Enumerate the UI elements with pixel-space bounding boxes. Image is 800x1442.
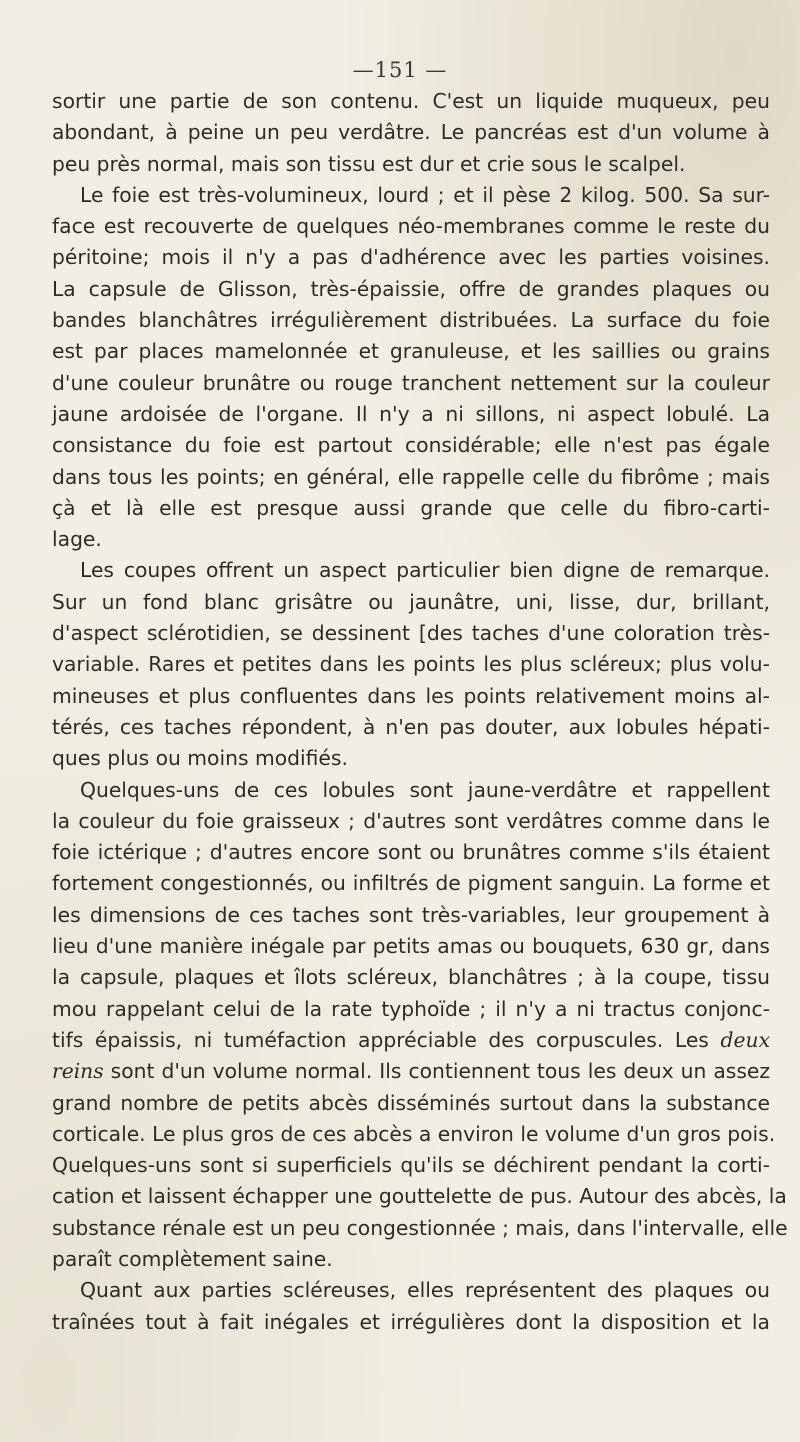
- line-text: face est recouverte de quelques néo-membranes comme le reste du: [52, 214, 770, 239]
- line-text: Quelques-uns sont si superficiels qu'ils se déchirent pendant la corti-: [52, 1153, 770, 1178]
- line-text: variable. Rares et petites dans les points les plus scléreux; plus volu-: [52, 652, 770, 677]
- line-text: abondant, à peine un peu verdâtre. Le pancréas est d'un volume à: [52, 120, 770, 145]
- italic-word: deux: [720, 1027, 771, 1052]
- text-line: [52, 462, 770, 493]
- text-line: [52, 1150, 770, 1181]
- text-line: [52, 587, 770, 618]
- text-line: [52, 1307, 770, 1338]
- line-text: paraît complètement saine.: [52, 1246, 333, 1271]
- text-line: [52, 900, 770, 931]
- text-line: [52, 743, 770, 774]
- line-text: dans tous les points; en général, elle rappelle celle du fibrôme ; mais: [52, 464, 770, 489]
- line-text: mou rappelant celui de la rate typhoïde ; il n'y a ni tractus conjonc-: [52, 996, 770, 1021]
- line-text: Sur un fond blanc grisâtre ou jaunâtre, uni, lisse, dur, brillant,: [52, 589, 770, 614]
- line-text: ques plus ou moins modifiés.: [52, 746, 348, 771]
- text-line: [52, 242, 770, 273]
- line-text: peu près normal, mais son tissu est dur et crie sous le scalpel.: [52, 151, 686, 176]
- text-line: [52, 681, 770, 712]
- line-text: foie ictérique ; d'autres encore sont ou brunâtres comme s'ils étaient: [52, 840, 770, 865]
- text-line: [52, 868, 770, 899]
- line-text: les dimensions de ces taches sont très-variables, leur groupement à: [52, 902, 770, 927]
- body-text: [52, 86, 788, 1338]
- line-text: d'une couleur brunâtre ou rouge tranchent nettement sur la couleur: [52, 370, 770, 395]
- text-line: [52, 368, 770, 399]
- line-text: d'aspect sclérotidien, se dessinent [des taches d'une coloration très-: [52, 621, 770, 646]
- text-line: [52, 86, 770, 117]
- line-text: térés, ces taches répondent, à n'en pas douter, aux lobules hépati-: [52, 714, 770, 739]
- text-line: [52, 211, 770, 242]
- line-text: lage.: [52, 527, 102, 552]
- line-text: La capsule de Glisson, très-épaissie, offre de grandes plaques ou: [52, 276, 770, 301]
- line-text: jaune ardoisée de l'organe. Il n'y a ni sillons, ni aspect lobulé. La: [52, 401, 770, 426]
- line-text: Quelques-uns de ces lobules sont jaune-verdâtre et rappellent: [80, 777, 770, 802]
- line-text: çà et là elle est presque aussi grande que celle du fibro-carti-: [52, 495, 770, 520]
- text-line: [52, 336, 770, 367]
- text-line: [52, 712, 770, 743]
- line-text: cation et laissent échapper une gouttelette de pus. Autour des abcès, la: [52, 1184, 787, 1209]
- text-line: [52, 618, 770, 649]
- text-line: [52, 1275, 770, 1306]
- text-line: [52, 430, 770, 461]
- line-text: lieu d'une manière inégale par petits amas ou bouquets, 630 gr, dans: [52, 934, 770, 959]
- line-text: Les coupes offrent un aspect particulier bien digne de remarque.: [80, 558, 770, 583]
- text-line: [52, 117, 770, 148]
- text-line: [52, 305, 770, 336]
- line-text: consistance du foie est partout considérable; elle n'est pas égale: [52, 433, 770, 458]
- line-text: la capsule, plaques et îlots scléreux, blanchâtres ; à la coupe, tissu: [52, 965, 770, 990]
- page-number: —151 —: [352, 58, 448, 82]
- text-line: [52, 775, 770, 806]
- line-text: sortir une partie de son contenu. C'est un liquide muqueux, peu: [52, 89, 770, 113]
- text-line: [52, 399, 770, 430]
- line-text: la couleur du foie graisseux ; d'autres sont verdâtres comme dans le: [52, 808, 770, 833]
- text-line: [52, 931, 770, 962]
- text-line: [52, 555, 770, 586]
- text-line: [52, 493, 770, 524]
- text-line: [52, 274, 770, 305]
- text-line: [52, 1025, 770, 1056]
- text-line: [52, 524, 770, 555]
- line-text: tifs épaissis, ni tuméfaction appréciable des corpuscules. Les: [52, 1027, 709, 1052]
- text-line: [52, 1088, 770, 1119]
- line-text: traînées tout à fait inégales et irrégulières dont la disposition et la: [52, 1309, 770, 1334]
- text-line: [52, 1181, 787, 1212]
- line-text: Quant aux parties scléreuses, elles représentent des plaques ou: [80, 1278, 770, 1303]
- text-line: [52, 1119, 776, 1150]
- line-text: bandes blanchâtres irrégulièrement distribuées. La surface du foie: [52, 308, 770, 333]
- line-text: corticale. Le plus gros de ces abcès a environ le volume d'un gros pois.: [52, 1121, 776, 1146]
- text-line: [52, 994, 770, 1025]
- text-line: [52, 1213, 788, 1244]
- text-line: [52, 806, 770, 837]
- text-line: [52, 149, 770, 180]
- text-line: [52, 649, 770, 680]
- line-text: fortement congestionnés, ou infiltrés de pigment sanguin. La forme et: [52, 871, 770, 896]
- line-text: Le foie est très-volumineux, lourd ; et il pèse 2 kilog. 500. Sa sur-: [80, 182, 770, 207]
- line-text: péritoine; mois il n'y a pas d'adhérence avec les parties voisines.: [52, 245, 770, 270]
- text-line: [52, 1244, 770, 1275]
- line-text: mineuses et plus confluentes dans les points relativement moins al-: [52, 683, 770, 708]
- text-line: [52, 837, 770, 868]
- line-text: substance rénale est un peu congestionnée ; mais, dans l'intervalle, elle: [52, 1215, 788, 1240]
- line-text: est par places mamelonnée et granuleuse, et les saillies ou grains: [52, 339, 770, 364]
- line-text: sont d'un volume normal. Ils contiennent tous les deux un assez: [110, 1059, 771, 1084]
- line-text: grand nombre de petits abcès disséminés surtout dans la substance: [52, 1090, 770, 1115]
- text-line: [52, 180, 770, 211]
- text-line: [52, 1056, 770, 1087]
- text-line: [52, 962, 770, 993]
- italic-word: reins: [52, 1059, 104, 1084]
